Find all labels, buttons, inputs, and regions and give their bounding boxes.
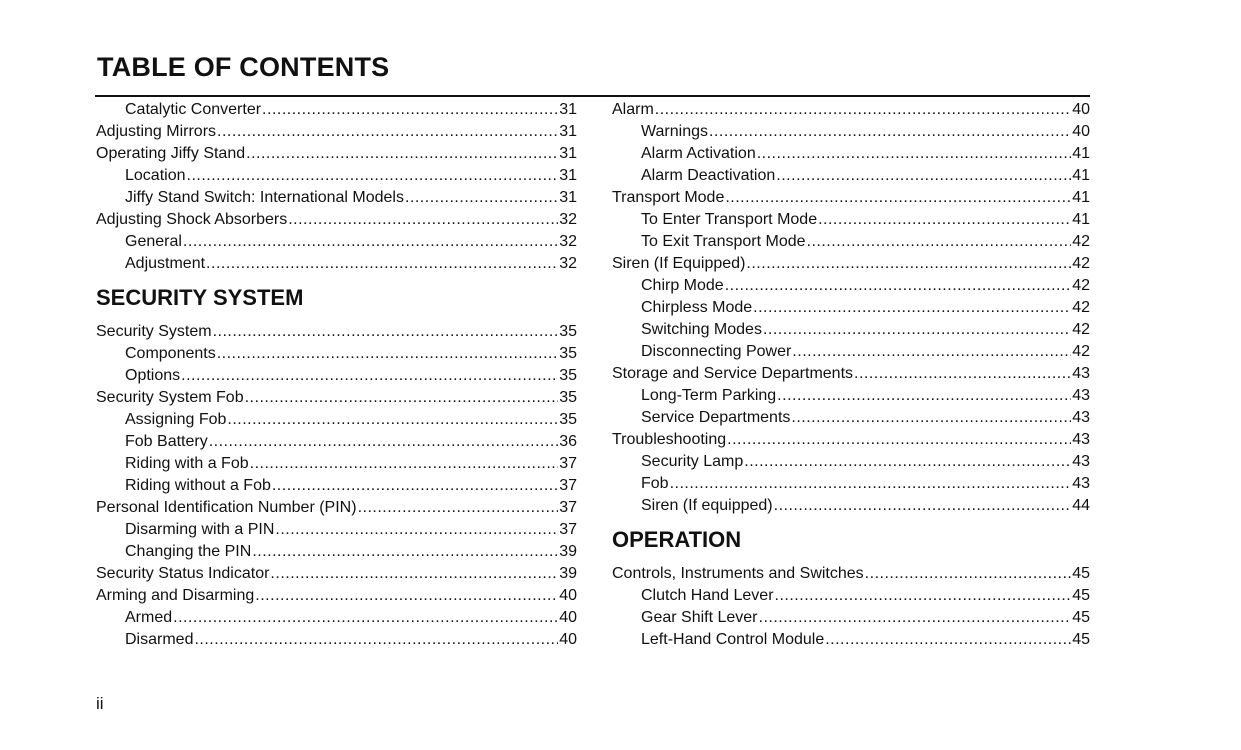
toc-entry[interactable]: [612, 165, 1090, 187]
toc-entry[interactable]: [96, 563, 577, 585]
toc-entry[interactable]: [612, 121, 1090, 143]
dot-leader: [791, 407, 1071, 429]
toc-entry-label: Alarm: [612, 101, 654, 118]
dot-leader: [275, 519, 558, 541]
toc-entry-label: Riding with a Fob: [125, 455, 249, 472]
toc-entry[interactable]: [612, 319, 1090, 341]
toc-entry-page: 40: [1072, 123, 1090, 140]
toc-entry-page: 32: [559, 211, 577, 228]
toc-entry-page: 43: [1072, 431, 1090, 448]
toc-entry[interactable]: [96, 431, 577, 453]
toc-entry[interactable]: [96, 121, 577, 143]
toc-entry[interactable]: [96, 475, 577, 497]
toc-entry-label: Adjusting Shock Absorbers: [96, 211, 288, 228]
toc-entry-page: 31: [559, 101, 577, 118]
toc-entry-page: 42: [1072, 343, 1090, 360]
toc-entry-label: Disarming with a PIN: [125, 521, 275, 538]
dot-leader: [206, 253, 558, 275]
toc-entry-label: Disarmed: [125, 631, 194, 648]
section-heading: OPERATION: [612, 527, 742, 552]
dot-leader: [217, 121, 558, 143]
toc-entry-label: Adjustment: [125, 255, 206, 272]
toc-entry-label: Service Departments: [641, 409, 791, 426]
toc-entry-page: 45: [1072, 587, 1090, 604]
toc-entry-page: 40: [559, 587, 577, 604]
toc-entry-label: Changing the PIN: [125, 543, 252, 560]
dot-leader: [753, 297, 1071, 319]
toc-entry-page: 43: [1072, 475, 1090, 492]
toc-entry-page: 31: [559, 123, 577, 140]
toc-entry-label: Gear Shift Lever: [641, 609, 758, 626]
toc-entry[interactable]: [96, 143, 577, 165]
toc-entry-label: To Enter Transport Mode: [641, 211, 818, 228]
toc-entry-label: Location: [125, 167, 186, 184]
toc-entry-label: Troubleshooting: [612, 431, 727, 448]
toc-entry[interactable]: [612, 629, 1090, 651]
toc-entry[interactable]: [612, 451, 1090, 473]
toc-entry-page: 42: [1072, 299, 1090, 316]
toc-entry[interactable]: [612, 297, 1090, 319]
toc-entry-page: 43: [1072, 387, 1090, 404]
dot-leader: [272, 475, 558, 497]
toc-entry-page: 31: [559, 167, 577, 184]
toc-entry[interactable]: [96, 343, 577, 365]
toc-entry[interactable]: [612, 607, 1090, 629]
dot-leader: [744, 451, 1071, 473]
dot-leader: [746, 253, 1071, 275]
toc-entry-label: General: [125, 233, 182, 250]
toc-entry-page: 35: [559, 367, 577, 384]
dot-leader: [759, 607, 1072, 629]
toc-entry-page: 37: [559, 499, 577, 516]
toc-entry[interactable]: [96, 187, 577, 209]
toc-entry-label: Storage and Service Departments: [612, 365, 854, 382]
toc-entry-label: Warnings: [641, 123, 708, 140]
toc-entry-page: 45: [1072, 631, 1090, 648]
toc-entry[interactable]: [96, 409, 577, 431]
toc-entry-label: Components: [125, 345, 216, 362]
toc-entry-page: 35: [559, 411, 577, 428]
dot-leader: [217, 343, 558, 365]
toc-entry-page: 45: [1072, 565, 1090, 582]
toc-entry-page: 41: [1072, 145, 1090, 162]
toc-entry-page: 43: [1072, 453, 1090, 470]
toc-entry[interactable]: [612, 99, 1090, 121]
toc-entry-label: Fob Battery: [125, 433, 208, 450]
toc-entry[interactable]: [96, 253, 577, 275]
dot-leader: [213, 321, 559, 343]
toc-entry-page: 43: [1072, 409, 1090, 426]
dot-leader: [818, 209, 1071, 231]
dot-leader: [655, 99, 1071, 121]
dot-leader: [725, 187, 1071, 209]
dot-leader: [854, 363, 1071, 385]
toc-entry[interactable]: [612, 231, 1090, 253]
toc-entry[interactable]: [96, 365, 577, 387]
dot-leader: [792, 341, 1071, 363]
toc-entry-label: Catalytic Converter: [125, 101, 262, 118]
toc-entry-page: 31: [559, 189, 577, 206]
toc-entry-label: Controls, Instruments and Switches: [612, 565, 864, 582]
toc-entry[interactable]: [96, 99, 577, 121]
toc-entry-page: 41: [1072, 211, 1090, 228]
dot-leader: [725, 275, 1072, 297]
dot-leader: [763, 319, 1071, 341]
toc-entry-label: Siren (If Equipped): [612, 255, 746, 272]
toc-left-column: [96, 99, 577, 651]
toc-entry-page: 37: [559, 477, 577, 494]
section-heading: SECURITY SYSTEM: [96, 285, 304, 310]
page-number: ii: [96, 694, 104, 713]
toc-right-column: [612, 99, 1090, 651]
toc-entry-label: Siren (If equipped): [641, 497, 773, 514]
toc-entry[interactable]: [96, 231, 577, 253]
toc-entry-page: 37: [559, 455, 577, 472]
toc-entry-label: Security Status Indicator: [96, 565, 270, 582]
toc-entry-label: Alarm Activation: [641, 145, 756, 162]
dot-leader: [227, 409, 558, 431]
toc-entry[interactable]: [612, 187, 1090, 209]
toc-entry[interactable]: [612, 563, 1090, 585]
toc-entry[interactable]: [612, 341, 1090, 363]
toc-entry-page: 32: [559, 255, 577, 272]
toc-entry[interactable]: [96, 629, 577, 651]
dot-leader: [245, 387, 559, 409]
dot-leader: [187, 165, 559, 187]
toc-entry-page: 37: [559, 521, 577, 538]
dot-leader: [776, 165, 1071, 187]
toc-entry-page: 42: [1072, 277, 1090, 294]
title-divider: [95, 95, 1090, 97]
toc-entry-page: 42: [1072, 255, 1090, 272]
toc-entry-page: 41: [1072, 167, 1090, 184]
toc-entry-label: Adjusting Mirrors: [96, 123, 217, 140]
toc-entry[interactable]: [612, 407, 1090, 429]
toc-entry-page: 32: [559, 233, 577, 250]
toc-entry-label: Transport Mode: [612, 189, 725, 206]
dot-leader: [194, 629, 558, 651]
dot-leader: [181, 365, 558, 387]
toc-entry-page: 35: [559, 345, 577, 362]
toc-entry[interactable]: [612, 429, 1090, 451]
dot-leader: [262, 99, 558, 121]
toc-entry-label: Disconnecting Power: [641, 343, 792, 360]
toc-entry-label: To Exit Transport Mode: [641, 233, 806, 250]
toc-entry-label: Riding without a Fob: [125, 477, 271, 494]
dot-leader: [183, 231, 558, 253]
toc-entry[interactable]: [612, 495, 1090, 517]
dot-leader: [255, 585, 558, 607]
toc-entry-page: 42: [1072, 233, 1090, 250]
dot-leader: [709, 121, 1071, 143]
toc-entry-label: Options: [125, 367, 181, 384]
toc-entry-page: 35: [559, 323, 577, 340]
toc-entry[interactable]: [612, 209, 1090, 231]
toc-entry-page: 45: [1072, 609, 1090, 626]
toc-entry-label: Switching Modes: [641, 321, 762, 338]
dot-leader: [825, 629, 1071, 651]
dot-leader: [865, 563, 1072, 585]
dot-leader: [250, 453, 559, 475]
toc-entry[interactable]: [612, 275, 1090, 297]
toc-entry-label: Security Lamp: [641, 453, 744, 470]
dot-leader: [775, 585, 1072, 607]
toc-entry-label: Armed: [125, 609, 173, 626]
toc-entry-label: Operating Jiffy Stand: [96, 145, 246, 162]
dot-leader: [209, 431, 559, 453]
toc-entry-label: Clutch Hand Lever: [641, 587, 774, 604]
dot-leader: [727, 429, 1071, 451]
toc-entry-page: 35: [559, 389, 577, 406]
toc-entry-label: Security System Fob: [96, 389, 244, 406]
dot-leader: [405, 187, 558, 209]
toc-entry-label: Chirp Mode: [641, 277, 724, 294]
toc-entry-page: 39: [559, 543, 577, 560]
toc-entry[interactable]: [96, 321, 577, 343]
toc-entry[interactable]: [96, 541, 577, 563]
toc-entry[interactable]: [96, 387, 577, 409]
toc-entry[interactable]: [612, 385, 1090, 407]
toc-entry[interactable]: [96, 519, 577, 541]
toc-entry-page: 40: [559, 631, 577, 648]
toc-entry[interactable]: [612, 143, 1090, 165]
toc-entry-label: Chirpless Mode: [641, 299, 753, 316]
toc-entry-page: 44: [1072, 497, 1090, 514]
dot-leader: [358, 497, 559, 519]
toc-entry[interactable]: [612, 253, 1090, 275]
toc-entry-page: 36: [559, 433, 577, 450]
toc-entry-label: Fob: [641, 475, 669, 492]
toc-entry-page: 42: [1072, 321, 1090, 338]
toc-entry[interactable]: [96, 209, 577, 231]
dot-leader: [288, 209, 558, 231]
toc-entry-label: Arming and Disarming: [96, 587, 255, 604]
toc-entry[interactable]: [96, 497, 577, 519]
toc-entry-page: 39: [559, 565, 577, 582]
toc-entry-label: Long-Term Parking: [641, 387, 777, 404]
dot-leader: [807, 231, 1072, 253]
toc-entry[interactable]: [612, 363, 1090, 385]
toc-entry-page: 31: [559, 145, 577, 162]
toc-entry-label: Left-Hand Control Module: [641, 631, 825, 648]
toc-entry-page: 40: [559, 609, 577, 626]
toc-entry-label: Jiffy Stand Switch: International Models: [125, 189, 404, 206]
toc-entry[interactable]: [96, 165, 577, 187]
dot-leader: [777, 385, 1071, 407]
toc-entry-page: 41: [1072, 189, 1090, 206]
toc-entry[interactable]: [96, 607, 577, 629]
toc-entry[interactable]: [96, 453, 577, 475]
toc-entry[interactable]: [612, 585, 1090, 607]
dot-leader: [774, 495, 1072, 517]
toc-entry-label: Assigning Fob: [125, 411, 227, 428]
dot-leader: [670, 473, 1072, 495]
page-title: TABLE OF CONTENTS: [97, 52, 390, 82]
dot-leader: [270, 563, 558, 585]
dot-leader: [252, 541, 558, 563]
toc-entry-label: Security System: [96, 323, 212, 340]
toc-entry-page: 43: [1072, 365, 1090, 382]
toc-entry-label: Alarm Deactivation: [641, 167, 776, 184]
toc-entry-page: 40: [1072, 101, 1090, 118]
toc-entry[interactable]: [96, 585, 577, 607]
toc-entry[interactable]: [612, 473, 1090, 495]
dot-leader: [173, 607, 558, 629]
dot-leader: [757, 143, 1071, 165]
toc-entry-label: Personal Identification Number (PIN): [96, 499, 357, 516]
dot-leader: [246, 143, 558, 165]
